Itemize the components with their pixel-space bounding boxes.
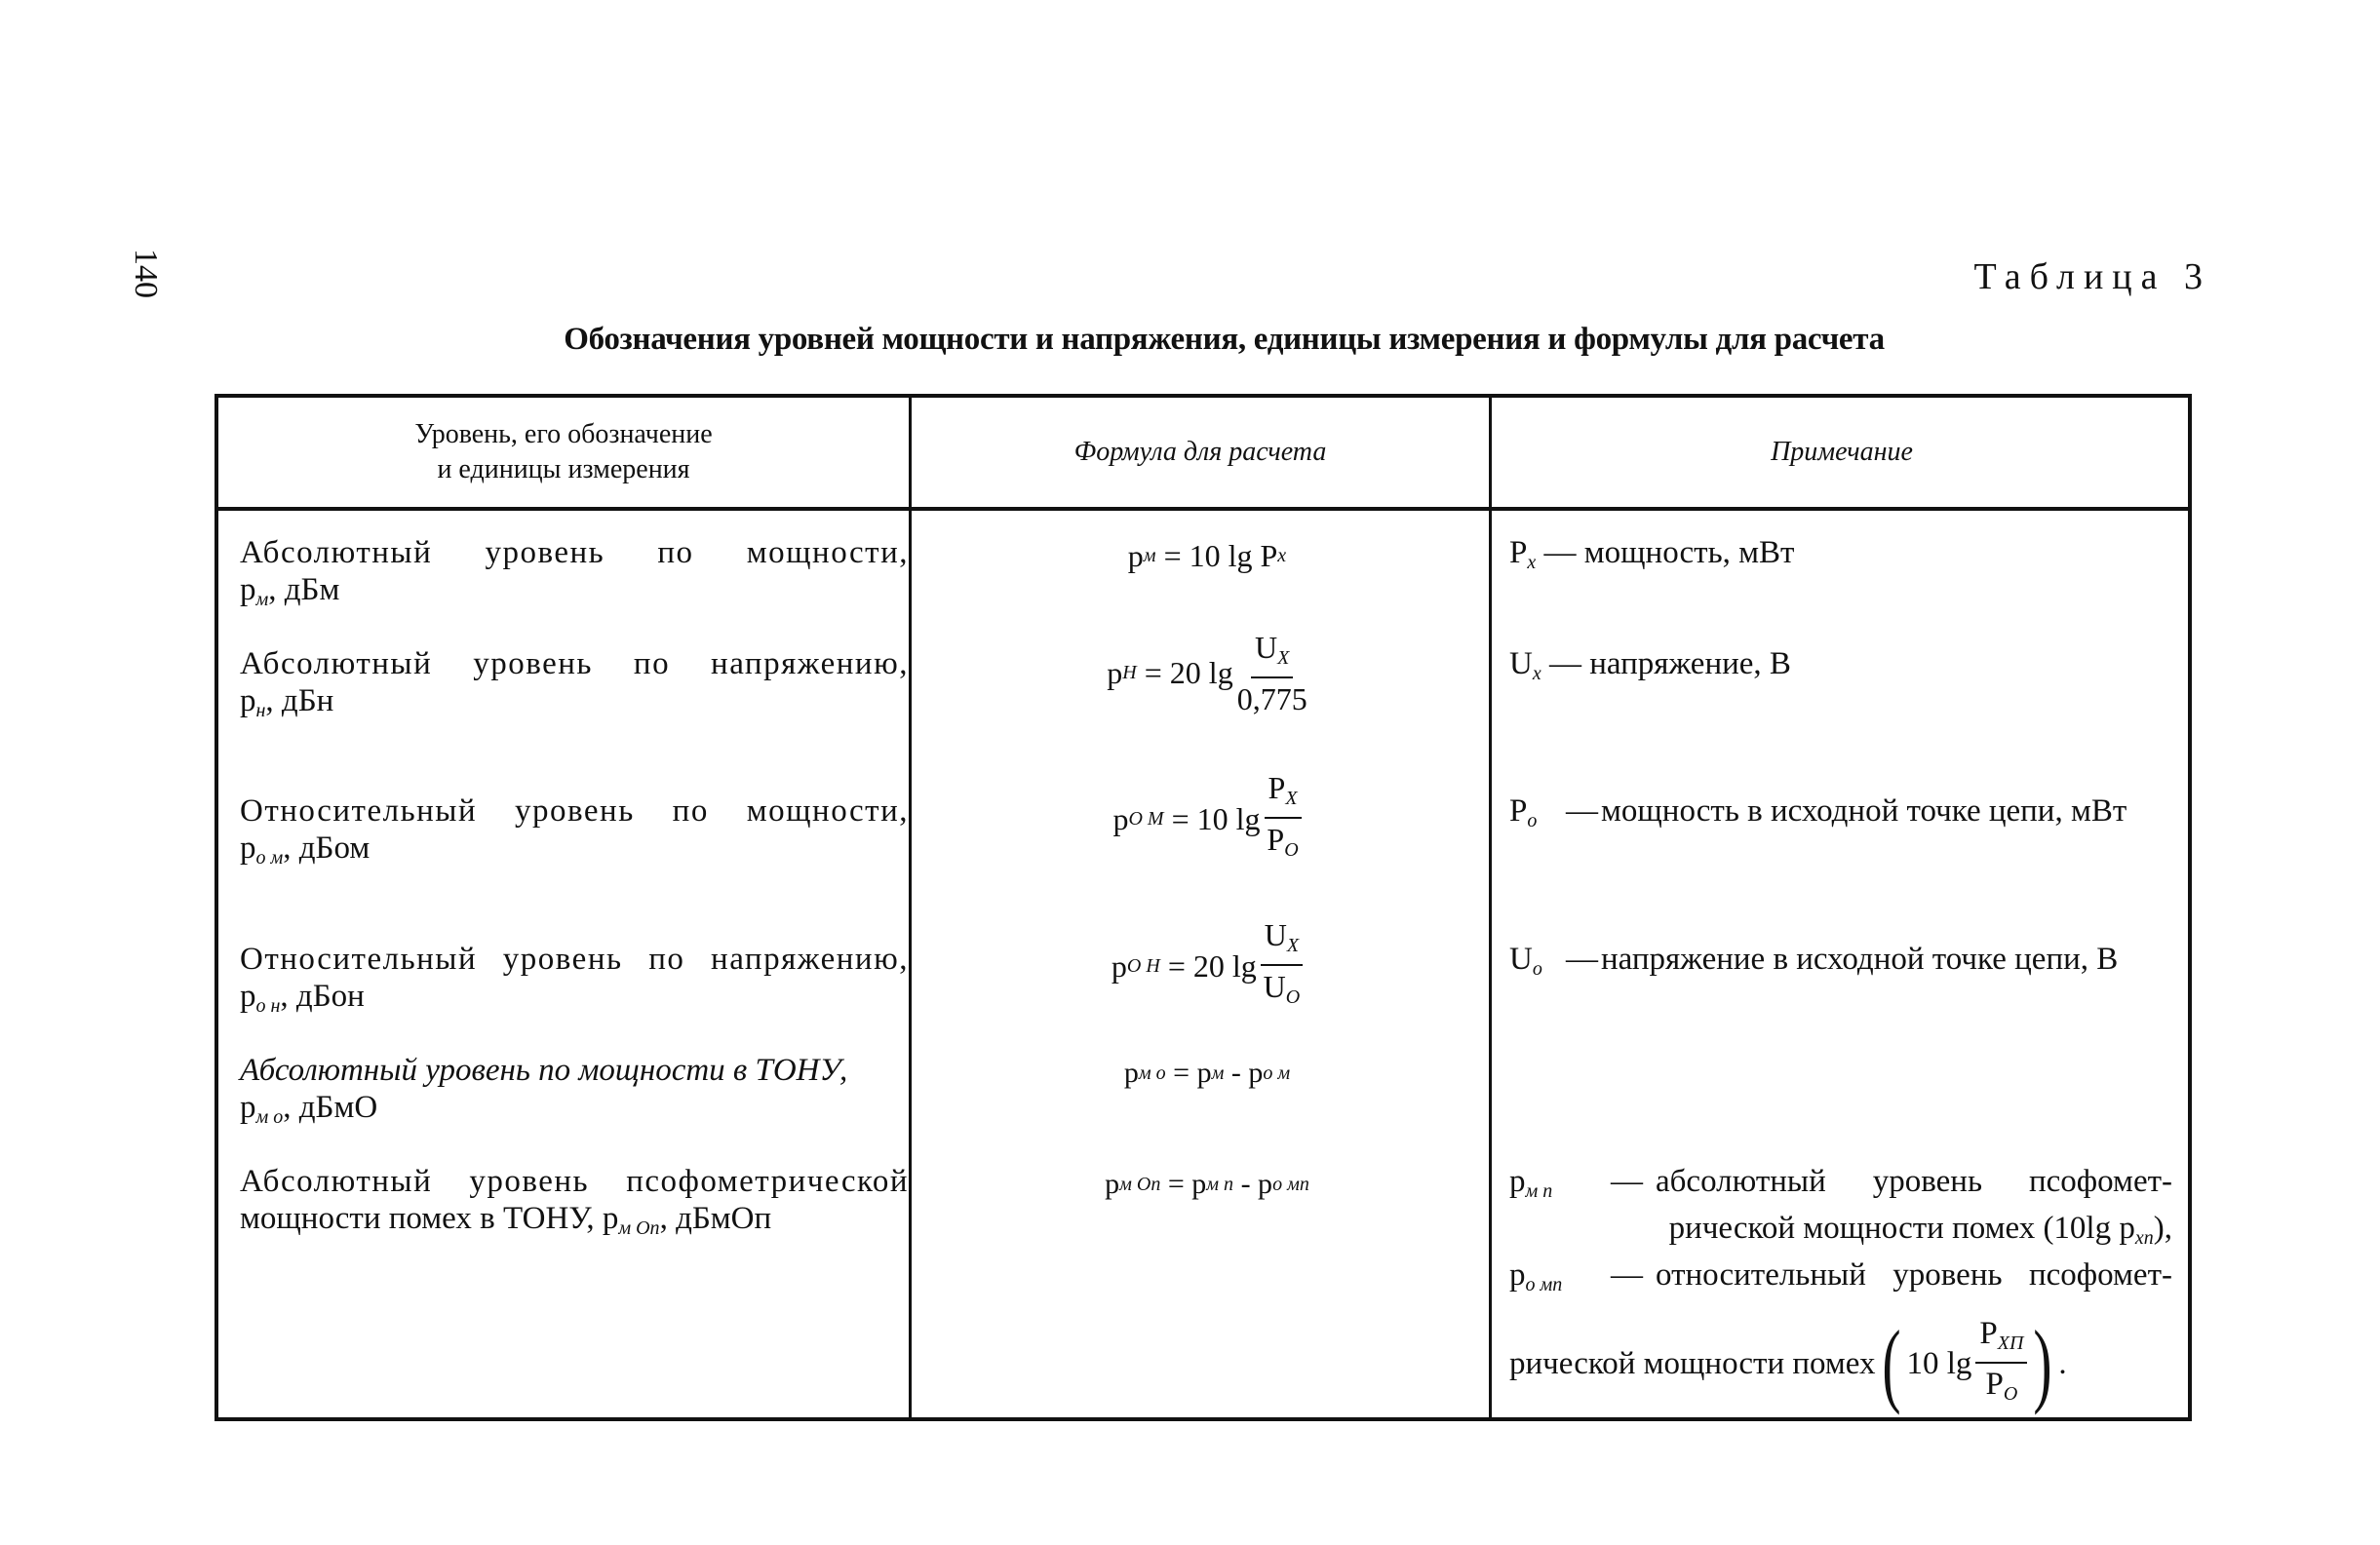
formula-cell bbox=[917, 770, 1498, 868]
formula-coef: = 10 lg bbox=[1171, 800, 1261, 836]
formula-cell bbox=[917, 534, 1498, 577]
note-cell bbox=[1509, 534, 2172, 581]
formula-rhs-sub: x bbox=[1277, 544, 1287, 566]
formula-lhs-sub: O H bbox=[1126, 954, 1160, 977]
level-cell bbox=[240, 941, 909, 1024]
note-text-sub: хп bbox=[2134, 1227, 2154, 1249]
note-cell bbox=[1509, 941, 2172, 987]
fraction-numerator-sub: XП bbox=[1997, 1333, 2024, 1354]
note-text: относительный уровень псофомет- bbox=[1656, 1257, 2172, 1293]
note-line bbox=[1509, 1163, 2172, 1210]
header-note: Примечание bbox=[1771, 437, 1913, 467]
fraction-numerator: P bbox=[1268, 770, 1286, 805]
formula-lhs-sub: м bbox=[1143, 544, 1156, 566]
note-text: — мощность, мВт bbox=[1543, 535, 1795, 570]
level-symbol: p bbox=[602, 1201, 619, 1236]
level-cell bbox=[240, 534, 909, 618]
level-symbol: p bbox=[240, 683, 256, 718]
level-unit: , дБм bbox=[268, 572, 340, 607]
formula-lhs-sub: O M bbox=[1128, 807, 1164, 830]
formula-coef: = 20 lg bbox=[1144, 654, 1233, 690]
paren-right-icon: ) bbox=[2033, 1311, 2053, 1415]
note-symbol-sub: x bbox=[1532, 663, 1541, 684]
note-symbol: p bbox=[1509, 1164, 1526, 1199]
note-symbol-sub: о мп bbox=[1525, 1274, 1563, 1295]
formula-mid-sub: м bbox=[1211, 1062, 1225, 1084]
formula-cell bbox=[917, 1163, 1498, 1206]
formula-cell bbox=[917, 624, 1498, 721]
note-text: абсолютный уровень псофомет- bbox=[1656, 1164, 2172, 1199]
header-formula: Формула для расчета bbox=[1073, 437, 1327, 467]
fraction bbox=[1261, 918, 1303, 1014]
level-symbol-sub: о н bbox=[255, 995, 281, 1017]
level-symbol-sub: о м bbox=[255, 847, 284, 869]
table-title: Обозначения уровней мощности и напряжения, единицы измерения и формулы для расчета bbox=[564, 322, 1885, 357]
level-name: Абсолютный уровень по напряжению, bbox=[240, 646, 909, 681]
note-line bbox=[1509, 1210, 2172, 1256]
note-symbol: p bbox=[1509, 1257, 1526, 1293]
fraction-numerator: U bbox=[1255, 629, 1278, 665]
level-name: Абсолютный уровень псофометрической bbox=[240, 1164, 909, 1199]
note-dash: — bbox=[1566, 942, 1598, 977]
level-name: Относительный уровень по напряжению, bbox=[240, 942, 909, 977]
level-symbol: p bbox=[240, 979, 256, 1014]
note-dash: — bbox=[1611, 1164, 1643, 1199]
level-cell bbox=[240, 1163, 909, 1247]
note-text-end: . bbox=[2058, 1346, 2067, 1381]
note-text: рической мощности помех bbox=[1509, 1346, 1876, 1381]
formula-mid-sub: м п bbox=[1206, 1173, 1234, 1195]
fraction-denominator-sub: O bbox=[1285, 986, 1301, 1008]
fraction bbox=[1975, 1317, 2027, 1410]
level-unit: , дБом bbox=[283, 830, 371, 866]
level-name: Абсолютный уровень по мощности в ТОНУ, bbox=[240, 1053, 848, 1088]
formula-lhs-sub: м Оп bbox=[1119, 1173, 1161, 1195]
level-cell bbox=[240, 645, 909, 729]
fraction-denominator: P bbox=[1985, 1367, 2004, 1402]
formula-mid: = p bbox=[1167, 1168, 1207, 1200]
fraction bbox=[1237, 631, 1307, 715]
fraction-denominator: U bbox=[1263, 969, 1286, 1004]
fraction-denominator-sub: O bbox=[2003, 1383, 2018, 1405]
note-line bbox=[1509, 1311, 2172, 1415]
formula-lhs: p bbox=[1123, 1057, 1139, 1089]
level-symbol: p bbox=[240, 1090, 256, 1125]
formula-tail: - p bbox=[1230, 1057, 1264, 1089]
note-cell bbox=[1509, 792, 2172, 839]
page-number: 140 bbox=[128, 249, 164, 298]
note-text: напряжение в исходной точке цепи, В bbox=[1601, 942, 2119, 977]
note-symbol: P bbox=[1509, 535, 1528, 570]
level-cell bbox=[240, 792, 909, 876]
fraction-denominator-sub: O bbox=[1284, 839, 1299, 861]
note-cell bbox=[1509, 1163, 2172, 1415]
level-unit: , дБмО bbox=[283, 1090, 378, 1125]
note-symbol-sub: о bbox=[1532, 958, 1542, 980]
parenthesized-fraction bbox=[1876, 1311, 2059, 1415]
note-symbol: P bbox=[1509, 793, 1528, 829]
note-dash: — bbox=[1566, 793, 1598, 829]
note-symbol-sub: м п bbox=[1525, 1180, 1553, 1202]
formula-rhs: = 10 lg P bbox=[1163, 537, 1278, 573]
formula-coef: = 20 lg bbox=[1167, 947, 1257, 984]
level-symbol-sub: н bbox=[255, 700, 266, 721]
level-symbol-sub: м bbox=[255, 589, 269, 610]
note-text: рической мощности помех (10lg p bbox=[1668, 1211, 2135, 1246]
formula-lhs: p bbox=[1107, 654, 1123, 690]
header-level: Уровень, его обозначение и единицы измерения bbox=[414, 419, 713, 484]
level-symbol-sub: м Оп bbox=[618, 1217, 660, 1239]
paren-left-icon: ( bbox=[1881, 1311, 1901, 1415]
note-symbol-sub: x bbox=[1527, 552, 1537, 573]
fraction-numerator: U bbox=[1264, 917, 1287, 952]
note-text-end: ), bbox=[2153, 1211, 2172, 1246]
fraction-numerator: P bbox=[1979, 1316, 1998, 1351]
column-divider bbox=[909, 398, 912, 1417]
formula-coef: 10 lg bbox=[1906, 1346, 1972, 1381]
level-unit: , дБон bbox=[280, 979, 365, 1014]
formula-cell bbox=[917, 917, 1498, 1015]
table-label: Таблица 3 bbox=[1973, 256, 2211, 297]
level-unit: , дБн bbox=[265, 683, 334, 718]
fraction-numerator-sub: X bbox=[1277, 646, 1290, 669]
level-name-cont: мощности помех в ТОНУ, bbox=[240, 1201, 603, 1236]
formula-lhs: p bbox=[1105, 1168, 1120, 1200]
header-divider bbox=[218, 507, 2188, 511]
level-symbol: p bbox=[240, 830, 256, 866]
note-cell bbox=[1509, 645, 2172, 692]
data-table bbox=[215, 394, 2192, 1421]
level-symbol: p bbox=[240, 572, 256, 607]
formula-tail: - p bbox=[1240, 1168, 1273, 1200]
fraction bbox=[1265, 771, 1302, 867]
level-symbol-sub: м о bbox=[255, 1106, 284, 1128]
formula-lhs: p bbox=[1111, 947, 1127, 984]
formula-cell bbox=[917, 1052, 1498, 1095]
formula-tail-sub: о мп bbox=[1272, 1173, 1309, 1195]
formula-lhs: p bbox=[1112, 800, 1129, 836]
note-line bbox=[1509, 1256, 2172, 1303]
fraction-numerator-sub: X bbox=[1286, 935, 1300, 956]
note-dash: — bbox=[1611, 1257, 1643, 1293]
note-symbol: U bbox=[1509, 942, 1533, 977]
fraction-numerator-sub: X bbox=[1285, 788, 1298, 809]
level-name: Относительный уровень по мощности, bbox=[240, 793, 909, 829]
formula-tail-sub: о м bbox=[1263, 1062, 1291, 1084]
level-unit: , дБмОп bbox=[659, 1201, 772, 1236]
note-text: мощность в исходной точке цепи, мВт bbox=[1601, 793, 2127, 829]
note-text: — напряжение, В bbox=[1548, 646, 1791, 681]
formula-lhs-sub: H bbox=[1122, 661, 1137, 683]
note-symbol: U bbox=[1509, 646, 1533, 681]
formula-lhs: p bbox=[1127, 537, 1144, 573]
formula-mid: = p bbox=[1173, 1057, 1212, 1089]
formula-lhs-sub: м о bbox=[1138, 1062, 1166, 1084]
level-name: Абсолютный уровень по мощности, bbox=[240, 535, 909, 570]
fraction-denominator: P bbox=[1267, 822, 1285, 857]
note-symbol-sub: о bbox=[1527, 810, 1538, 831]
fraction-denominator: 0,775 bbox=[1236, 680, 1307, 716]
level-cell bbox=[240, 1052, 909, 1136]
